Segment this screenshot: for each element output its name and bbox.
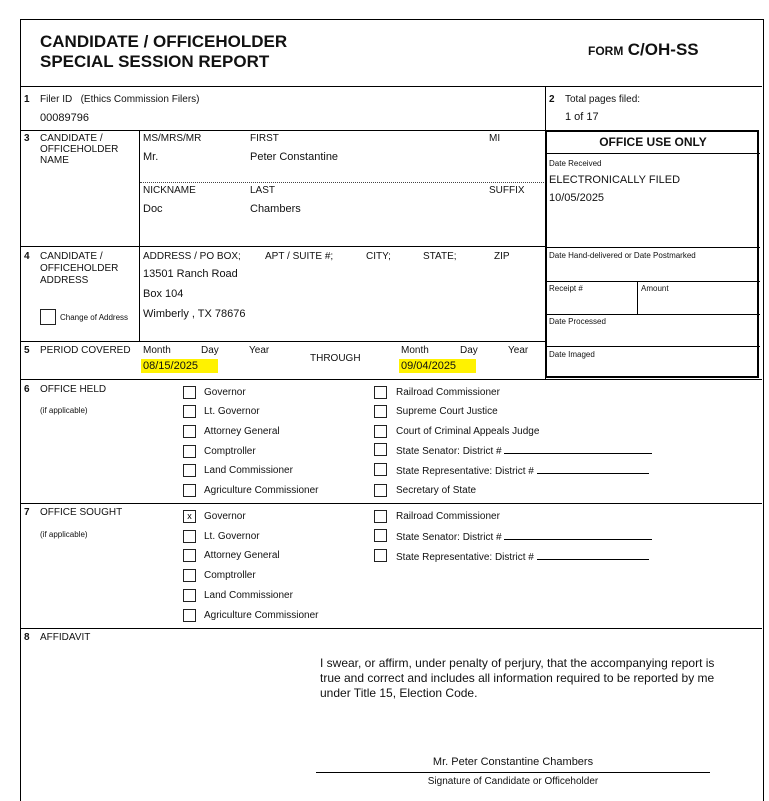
held-state-senator-row — [396, 444, 652, 457]
date-received-label: Date Received — [549, 159, 602, 168]
held-state-representative-checkbox[interactable] — [374, 463, 387, 476]
held-senator-district-field[interactable] — [504, 444, 652, 454]
section-num: 6 — [24, 384, 30, 395]
held-supreme-court-justice-label: Supreme Court Justice — [396, 406, 498, 417]
affidavit-label: AFFIDAVIT — [40, 632, 91, 643]
sought-lt-governor-label: Lt. Governor — [204, 531, 260, 542]
divider — [637, 281, 638, 314]
from-day-label: Day — [201, 345, 219, 356]
address-col-zip: ZIP — [494, 251, 510, 262]
section-num: 3 — [24, 133, 30, 144]
electronically-filed-date: 10/05/2025 — [549, 192, 605, 204]
sought-attorney-general-checkbox[interactable] — [183, 549, 196, 562]
dotted-divider — [140, 182, 544, 183]
filer-id-label — [40, 94, 199, 105]
sought-representative-district-field[interactable] — [537, 550, 649, 560]
sought-comptroller-checkbox[interactable] — [183, 569, 196, 582]
held-governor-checkbox[interactable] — [183, 386, 196, 399]
held-railroad-commissioner-checkbox[interactable] — [374, 386, 387, 399]
held-agriculture-commissioner-label: Agriculture Commissioner — [204, 485, 319, 496]
sought-state-representative-label: State Representative: District # — [396, 552, 534, 563]
sought-senator-district-field[interactable] — [504, 530, 652, 540]
office-sought-label: OFFICE SOUGHT — [40, 507, 123, 518]
divider — [20, 379, 762, 380]
held-state-representative-row — [396, 464, 649, 477]
form-code-value: C/OH-SS — [627, 40, 699, 59]
change-of-address-label: Change of Address — [60, 313, 129, 322]
date-imaged-label: Date Imaged — [549, 350, 595, 359]
divider — [20, 86, 762, 87]
address-col-address: ADDRESS / PO BOX; — [143, 251, 241, 262]
office-use-title: OFFICE USE ONLY — [599, 135, 707, 149]
change-of-address-checkbox[interactable] — [40, 309, 56, 325]
last-name-value[interactable]: Chambers — [250, 203, 301, 215]
signature-line — [316, 772, 710, 773]
sought-railroad-commissioner-label: Railroad Commissioner — [396, 511, 500, 522]
held-state-senator-checkbox[interactable] — [374, 443, 387, 456]
period-to-value[interactable]: 09/04/2025 — [399, 359, 476, 373]
section-num: 8 — [24, 632, 30, 643]
receipt-label: Receipt # — [549, 284, 583, 293]
form-title — [40, 32, 287, 72]
section-num: 1 — [24, 94, 30, 105]
sought-land-commissioner-label: Land Commissioner — [204, 590, 293, 601]
address-line1[interactable]: 13501 Ranch Road — [143, 268, 238, 280]
through-label: THROUGH — [310, 353, 361, 364]
form-title-line2: SPECIAL SESSION REPORT — [40, 52, 270, 71]
address-line2[interactable]: Box 104 — [143, 288, 184, 300]
last-name-label: LAST — [250, 185, 276, 196]
held-secretary-of-state-checkbox[interactable] — [374, 484, 387, 497]
held-railroad-commissioner-label: Railroad Commissioner — [396, 387, 500, 398]
divider — [20, 246, 545, 247]
held-comptroller-label: Comptroller — [204, 446, 256, 457]
period-from-value[interactable]: 08/15/2025 — [141, 359, 218, 373]
from-month-label: Month — [143, 345, 171, 356]
held-land-commissioner-checkbox[interactable] — [183, 464, 196, 477]
office-sought-note: (if applicable) — [40, 530, 88, 539]
to-year-label: Year — [508, 345, 529, 356]
nickname-label: NICKNAME — [143, 185, 196, 196]
to-day-label: Day — [460, 345, 478, 356]
held-criminal-appeals-judge-checkbox[interactable] — [374, 425, 387, 438]
sought-comptroller-label: Comptroller — [204, 570, 256, 581]
held-lt-governor-label: Lt. Governor — [204, 406, 260, 417]
section-num: 5 — [24, 345, 30, 356]
name-section-label: CANDIDATE / OFFICEHOLDER NAME — [40, 133, 119, 166]
held-attorney-general-checkbox[interactable] — [183, 425, 196, 438]
sought-governor-label: Governor — [204, 511, 246, 522]
first-name-value[interactable]: Peter Constantine — [250, 151, 339, 163]
divider — [546, 314, 760, 315]
held-attorney-general-label: Attorney General — [204, 426, 280, 437]
address-line3[interactable]: Wimberly , TX 78676 — [143, 308, 246, 320]
section-num: 2 — [549, 94, 555, 105]
divider — [20, 130, 545, 131]
held-comptroller-checkbox[interactable] — [183, 445, 196, 458]
prefix-value[interactable]: Mr. — [143, 151, 159, 163]
divider — [546, 153, 760, 154]
period-covered-label: PERIOD COVERED — [40, 345, 131, 356]
first-name-label: FIRST — [250, 133, 279, 144]
office-held-note: (if applicable) — [40, 406, 88, 415]
divider — [546, 346, 760, 347]
address-col-apt: APT / SUITE #; — [265, 251, 334, 262]
form-code — [588, 40, 699, 60]
address-col-city: CITY; — [366, 251, 391, 262]
held-representative-district-field[interactable] — [537, 464, 649, 474]
total-pages-label: Total pages filed: — [565, 94, 641, 105]
suffix-label: SUFFIX — [489, 185, 525, 196]
filer-id-sublabel: (Ethics Commission Filers) — [80, 94, 200, 105]
divider — [139, 130, 140, 341]
held-lt-governor-checkbox[interactable] — [183, 405, 196, 418]
sought-agriculture-commissioner-label: Agriculture Commissioner — [204, 610, 319, 621]
from-year-label: Year — [249, 345, 270, 356]
held-state-senator-label: State Senator: District # — [396, 446, 502, 457]
divider — [546, 247, 760, 248]
sought-state-representative-checkbox[interactable] — [374, 549, 387, 562]
held-governor-label: Governor — [204, 387, 246, 398]
form-title-line1: CANDIDATE / OFFICEHOLDER — [40, 32, 288, 51]
affidavit-text: I swear, or affirm, under penalty of perjury, that the accompanying report is true and correct and includes all information required to be reported by me under Title 15, Election Code. — [320, 656, 715, 700]
sought-attorney-general-label: Attorney General — [204, 550, 280, 561]
sought-state-senator-checkbox[interactable] — [374, 529, 387, 542]
date-processed-label: Date Processed — [549, 317, 606, 326]
held-criminal-appeals-judge-label: Court of Criminal Appeals Judge — [396, 426, 540, 437]
address-section-label: CANDIDATE / OFFICEHOLDER ADDRESS — [40, 251, 119, 286]
divider — [546, 281, 760, 282]
address-col-state: STATE; — [423, 251, 457, 262]
to-month-label: Month — [401, 345, 429, 356]
office-held-label: OFFICE HELD — [40, 384, 107, 395]
filer-id-label-text: Filer ID — [40, 94, 73, 105]
sought-state-senator-row — [396, 530, 652, 543]
divider — [20, 341, 545, 342]
held-agriculture-commissioner-checkbox[interactable] — [183, 484, 196, 497]
held-secretary-of-state-label: Secretary of State — [396, 485, 477, 496]
held-state-representative-label: State Representative: District # — [396, 466, 534, 477]
divider — [20, 503, 762, 504]
mi-label: MI — [489, 133, 501, 144]
hand-delivered-label: Date Hand-delivered or Date Postmarked — [549, 251, 696, 260]
sought-state-senator-label: State Senator: District # — [396, 532, 502, 543]
electronically-filed-text: ELECTRONICALLY FILED — [549, 174, 681, 186]
amount-label: Amount — [641, 284, 669, 293]
signature-name: Mr. Peter Constantine Chambers — [432, 756, 594, 768]
section-num: 4 — [24, 251, 30, 262]
held-supreme-court-justice-checkbox[interactable] — [374, 405, 387, 418]
total-pages-value[interactable]: 1 of 17 — [565, 111, 599, 123]
divider — [20, 628, 762, 629]
filer-id-value[interactable]: 00089796 — [40, 112, 89, 124]
sought-governor-checkbox[interactable]: x — [183, 510, 196, 523]
form-prefix: FORM — [588, 44, 624, 58]
prefix-label: MS/MRS/MR — [143, 133, 202, 144]
sought-railroad-commissioner-checkbox[interactable] — [374, 510, 387, 523]
sought-state-representative-row — [396, 550, 649, 563]
nickname-value[interactable]: Doc — [143, 203, 163, 215]
signature-label: Signature of Candidate or Officeholder — [427, 776, 599, 787]
sought-land-commissioner-checkbox[interactable] — [183, 589, 196, 602]
sought-agriculture-commissioner-checkbox[interactable] — [183, 609, 196, 622]
sought-lt-governor-checkbox[interactable] — [183, 530, 196, 543]
section-num: 7 — [24, 507, 30, 518]
held-land-commissioner-label: Land Commissioner — [204, 465, 293, 476]
